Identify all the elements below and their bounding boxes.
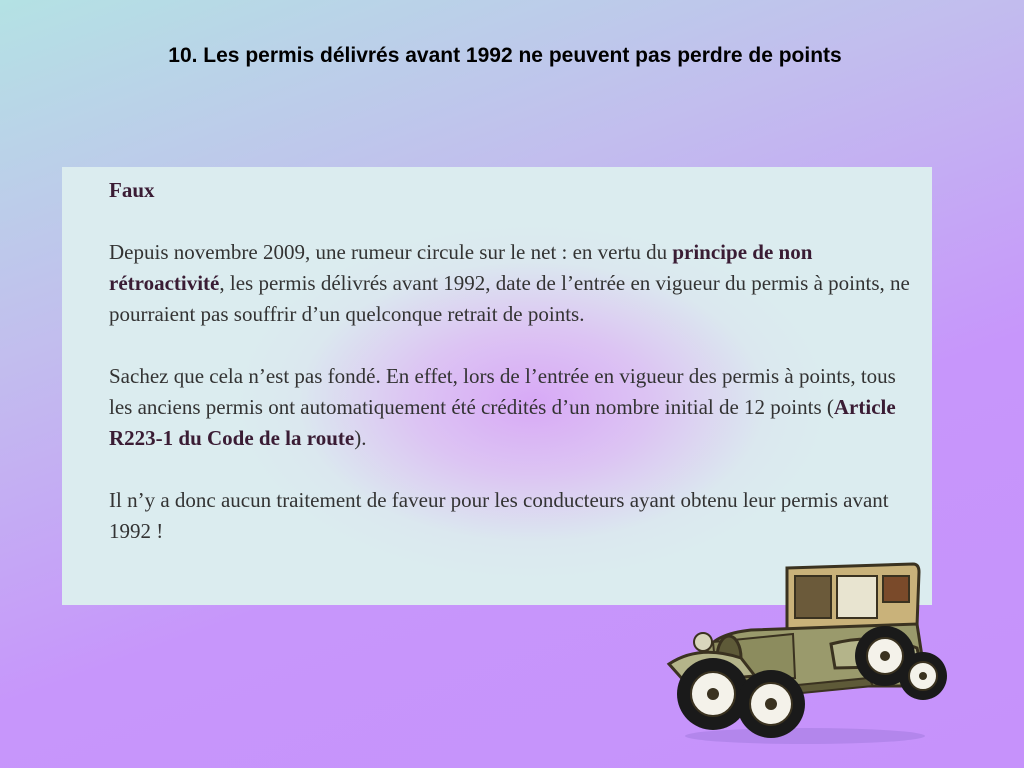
answer-text [109, 175, 924, 578]
paragraph-conclusion: Il n’y a donc aucun traitement de faveur pour les conducteurs ayant obtenu leur permis avant 1992 ! [109, 488, 889, 543]
paragraph-explanation-start: Sachez que cela n’est pas fondé. En effet, lors de l’entrée en vigueur des permis à points, tous les anciens permis ont automatiquement été crédités d’un nombre initial de 12 points ( [109, 364, 896, 419]
paragraph-explanation [109, 361, 924, 454]
vintage-car-icon [655, 558, 950, 748]
law-reference: Article R223-1 du Code de la route [109, 395, 896, 450]
paragraph-rumor [109, 237, 924, 330]
paragraph-rumor-end: , les permis délivrés avant 1992, date de l’entrée en vigueur du permis à points, ne pourraient pas souffrir d’un quelconque retrait de points. [109, 271, 910, 326]
principle-term: principe de non rétroactivité [109, 240, 813, 295]
answer-panel [62, 167, 932, 605]
verdict-label: Faux [109, 178, 155, 202]
slide-title: 10. Les permis délivrés avant 1992 ne peuvent pas perdre de points [168, 44, 842, 67]
paragraph-rumor-start: Depuis novembre 2009, une rumeur circule sur le net : en vertu du [109, 240, 673, 264]
paragraph-explanation-end: ). [354, 426, 367, 450]
